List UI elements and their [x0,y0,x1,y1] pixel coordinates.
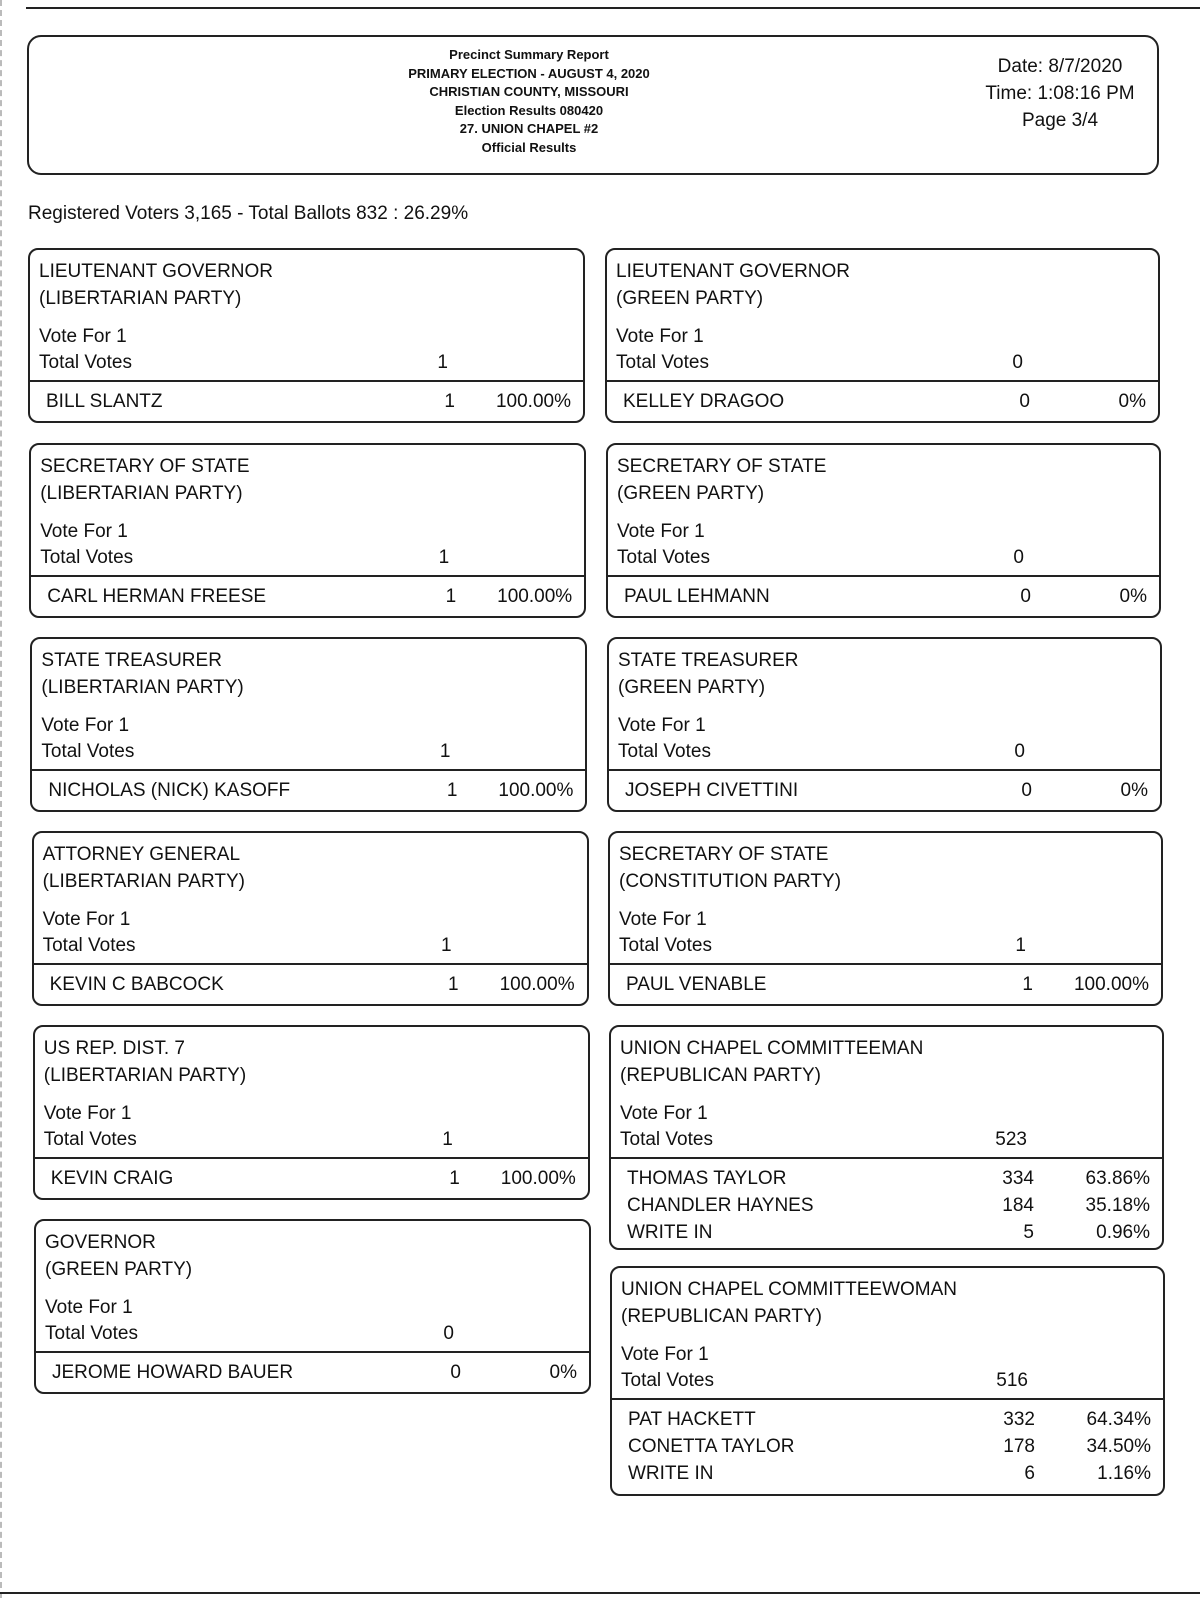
total-votes-row [616,352,1158,378]
contest-title [39,258,273,312]
candidate-name: WRITE IN [628,1463,714,1484]
divider [35,1157,588,1159]
contest-card [32,831,589,1006]
total-votes-label: Total Votes [39,352,132,373]
contest-card [610,1266,1165,1496]
contest-card [34,1219,591,1394]
candidate-row [627,1168,1162,1194]
vote-for-label: Vote For 1 [621,1344,709,1365]
contest-title [620,1035,923,1089]
contest-office: LIEUTENANT GOVERNOR [616,261,851,282]
total-votes-label: Total Votes [42,935,136,956]
total-votes-value: 1 [441,935,452,956]
candidate-name: PAT HACKETT [628,1409,756,1430]
candidate-percent: 100.00% [495,391,571,412]
candidate-name: JEROME HOWARD BAUER [52,1362,294,1383]
total-votes-value: 0 [1012,352,1023,373]
total-votes-label: Total Votes [619,935,712,956]
divider [612,1398,1163,1400]
vote-for-label: Vote For 1 [40,521,128,542]
candidate-name: CONETTA TAYLOR [628,1436,795,1457]
divider [30,380,583,382]
contest-office: SECRETARY OF STATE [617,456,827,477]
divider [36,1351,589,1353]
total-votes-label: Total Votes [45,1323,138,1344]
divider [34,963,587,965]
total-votes-value: 1 [1015,935,1026,956]
total-votes-value: 1 [439,741,451,762]
contest-party: (LIBERTARIAN PARTY) [42,871,245,892]
total-votes-row [43,935,587,961]
contest-card [605,248,1160,423]
candidate-name: CARL HERMAN FREESE [47,586,267,607]
candidate-votes: 178 [1003,1436,1035,1457]
contest-party: (GREEN PARTY) [618,677,766,698]
contest-party: (LIBERTARIAN PARTY) [43,1065,247,1086]
bottom-rule [0,1592,1200,1594]
candidate-name: WRITE IN [627,1222,713,1243]
contest-party: (LIBERTARIAN PARTY) [39,288,242,309]
divider [31,575,584,577]
contest-card [28,248,585,423]
total-votes-row [620,1129,1162,1155]
candidate-percent: 100.00% [497,586,573,607]
candidate-percent: 0.96% [1096,1222,1150,1243]
candidate-row [627,1222,1162,1248]
page-number: Page 3/4 [1021,110,1099,131]
total-votes-value: 1 [442,1129,453,1150]
total-votes-value: 0 [1013,547,1024,568]
total-votes-value: 1 [438,547,450,568]
total-votes-row [39,352,583,378]
contest-party: (REPUBLICAN PARTY) [620,1065,821,1086]
candidate-row [628,1409,1163,1435]
total-votes-label: Total Votes [43,1129,137,1150]
vote-for-label: Vote For 1 [618,715,706,736]
total-votes-value: 0 [1014,741,1025,762]
total-votes-label: Total Votes [41,741,135,762]
vote-for-label: Vote For 1 [619,909,707,930]
results-id: Election Results 080420 [454,102,604,118]
candidate-row [48,780,585,806]
candidate-votes: 0 [1021,780,1032,801]
contest-office: SECRETARY OF STATE [619,844,829,865]
contest-card [606,443,1161,618]
contest-title [616,258,850,312]
contest-title [618,647,799,701]
candidate-votes: 5 [1023,1222,1034,1243]
candidate-percent: 64.34% [1086,1409,1151,1430]
candidate-votes: 1 [448,974,459,995]
election-name: PRIMARY ELECTION - AUGUST 4, 2020 [408,65,650,81]
contest-title [617,453,826,507]
vote-for-label: Vote For 1 [45,1297,133,1318]
divider [609,769,1160,771]
candidate-row [46,391,583,417]
candidate-percent: 1.16% [1097,1463,1151,1484]
candidate-name: CHANDLER HAYNES [627,1195,814,1216]
candidate-name: NICHOLAS (NICK) KASOFF [48,780,291,801]
candidate-row [50,974,587,1000]
candidate-name: KELLEY DRAGOO [623,391,785,412]
total-votes-row [44,1129,588,1155]
vote-for-label: Vote For 1 [620,1103,708,1124]
report-title: Precinct Summary Report [449,47,609,62]
candidate-row [52,1362,589,1388]
contest-party: (GREEN PARTY) [616,288,764,309]
contest-title [621,1276,957,1330]
candidate-row [625,780,1160,806]
candidate-row [624,586,1159,612]
contest-office: ATTORNEY GENERAL [42,844,241,865]
candidate-row [626,974,1161,1000]
candidate-votes: 1 [1022,974,1033,995]
candidate-percent: 100.00% [1073,974,1149,995]
report-date: Date: 8/7/2020 [997,56,1123,77]
candidate-row [628,1463,1163,1489]
contest-office: UNION CHAPEL COMMITTEEMAN [620,1038,924,1059]
candidate-votes: 6 [1024,1463,1035,1484]
contest-title [45,1229,192,1283]
contest-office: UNION CHAPEL COMMITTEEWOMAN [621,1279,958,1300]
total-votes-label: Total Votes [620,1129,713,1150]
candidate-percent: 0% [1120,780,1148,801]
contest-card [609,1025,1164,1250]
candidate-row [47,586,584,612]
candidate-votes: 1 [444,391,455,412]
candidate-votes: 1 [446,780,458,801]
contest-title [44,1035,246,1089]
contest-office: LIEUTENANT GOVERNOR [39,261,274,282]
total-votes-row [41,741,585,767]
total-votes-label: Total Votes [40,547,134,568]
candidate-votes: 0 [1020,586,1031,607]
county-name: CHRISTIAN COUNTY, MISSOURI [429,84,629,99]
divider [608,575,1159,577]
divider [607,380,1158,382]
report-meta [975,53,1145,134]
precinct-name: 27. UNION CHAPEL #2 [459,121,599,136]
contest-title [40,453,249,507]
contest-party: (REPUBLICAN PARTY) [621,1306,822,1327]
contest-card [29,443,586,618]
vote-for-label: Vote For 1 [41,715,130,736]
vote-for-label: Vote For 1 [617,521,705,542]
candidate-percent: 0% [1119,586,1147,607]
total-votes-row [618,741,1160,767]
contest-card [607,637,1162,812]
divider [610,963,1161,965]
candidate-votes: 0 [1019,391,1030,412]
total-votes-row [40,547,584,573]
candidate-name: PAUL VENABLE [626,974,767,995]
scan-edge [0,0,2,1598]
contest-party: (LIBERTARIAN PARTY) [41,677,244,698]
candidate-percent: 100.00% [498,780,574,801]
top-rule [26,7,1200,9]
total-votes-row [45,1323,589,1349]
candidate-votes: 1 [445,586,457,607]
candidate-votes: 0 [450,1362,461,1383]
total-votes-value: 516 [996,1370,1028,1391]
candidate-name: PAUL LEHMANN [624,586,770,607]
total-votes-label: Total Votes [617,547,710,568]
contest-office: GOVERNOR [45,1232,156,1253]
candidate-percent: 0% [1118,391,1146,412]
contest-card [608,831,1163,1006]
total-votes-label: Total Votes [621,1370,714,1391]
divider [32,769,585,771]
divider [611,1157,1162,1159]
total-votes-label: Total Votes [616,352,709,373]
contest-card [30,637,587,812]
candidate-percent: 34.50% [1086,1436,1151,1457]
contest-party: (GREEN PARTY) [617,483,765,504]
candidate-percent: 0% [549,1362,577,1383]
total-votes-row [617,547,1159,573]
candidate-row [623,391,1158,417]
candidate-name: KEVIN C BABCOCK [49,974,224,995]
candidate-votes: 334 [1002,1168,1034,1189]
candidate-percent: 100.00% [500,1168,576,1189]
vote-for-label: Vote For 1 [39,326,127,347]
report-header-center [29,46,1029,157]
turnout-summary: Registered Voters 3,165 - Total Ballots 832 : 26.29% [28,203,469,224]
candidate-row [627,1195,1162,1221]
contest-party: (GREEN PARTY) [45,1259,193,1280]
candidate-votes: 1 [449,1168,460,1189]
total-votes-row [619,935,1161,961]
contest-party: (CONSTITUTION PARTY) [619,871,842,892]
candidate-name: KEVIN CRAIG [50,1168,174,1189]
candidate-name: BILL SLANTZ [46,391,163,412]
contest-office: US REP. DIST. 7 [43,1038,185,1059]
total-votes-value: 0 [443,1323,454,1344]
candidate-name: JOSEPH CIVETTINI [625,780,799,801]
candidate-percent: 100.00% [499,974,575,995]
candidate-row [628,1436,1163,1462]
contest-office: STATE TREASURER [618,650,799,671]
report-header [27,35,1159,175]
contest-card [33,1025,590,1200]
vote-for-label: Vote For 1 [42,909,131,930]
results-status: Official Results [481,139,577,155]
contest-party: (LIBERTARIAN PARTY) [40,483,243,504]
candidate-percent: 63.86% [1085,1168,1150,1189]
candidate-votes: 332 [1003,1409,1035,1430]
contest-title [43,841,245,895]
report-time: Time: 1:08:16 PM [985,83,1135,104]
candidate-name: THOMAS TAYLOR [627,1168,787,1189]
total-votes-label: Total Votes [618,741,711,762]
candidate-votes: 184 [1002,1195,1034,1216]
contest-title [41,647,243,701]
total-votes-value: 1 [437,352,448,373]
vote-for-label: Vote For 1 [43,1103,132,1124]
candidate-row [51,1168,588,1194]
candidate-percent: 35.18% [1085,1195,1150,1216]
contest-office: SECRETARY OF STATE [40,456,250,477]
total-votes-value: 523 [995,1129,1027,1150]
total-votes-row [621,1370,1163,1396]
contest-title [619,841,841,895]
contest-office: STATE TREASURER [41,650,222,671]
vote-for-label: Vote For 1 [616,326,704,347]
